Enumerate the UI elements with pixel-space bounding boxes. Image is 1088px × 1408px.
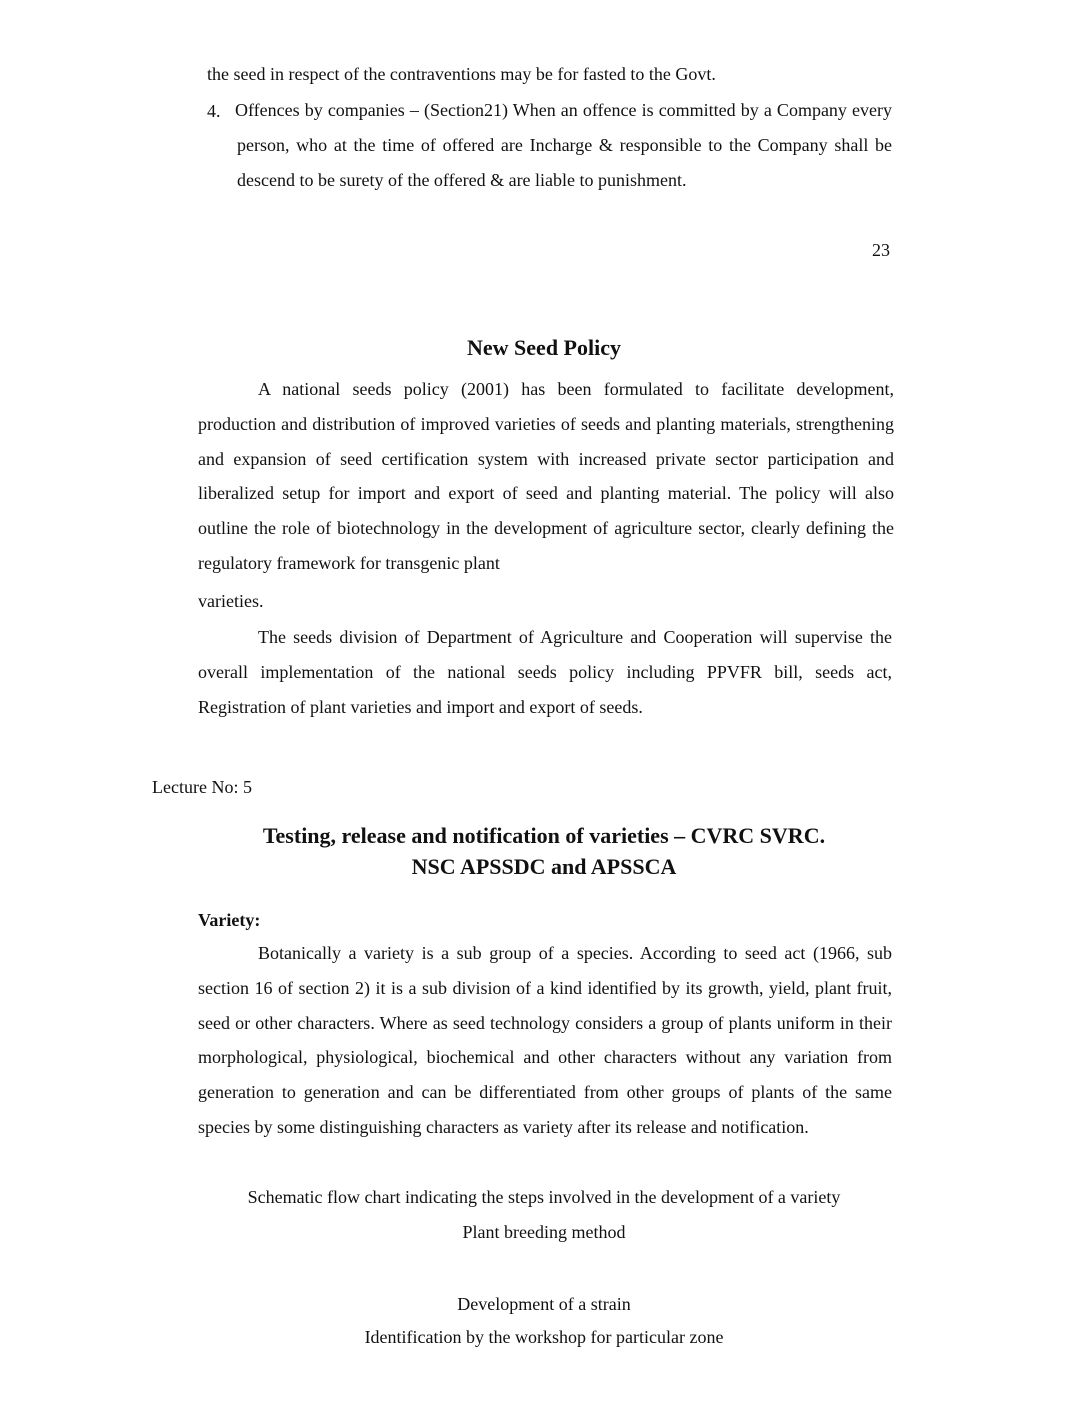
lecture-title-line-1: Testing, release and notification of varieties – CVRC SVRC. — [262, 823, 826, 848]
seed-policy-paragraph-2: The seeds division of Department of Agriculture and Cooperation will supervise the overall implementation of the national seeds policy including PPVFR bill, seeds act, Registration of plant varieties and import and export of seeds. — [198, 627, 892, 717]
offences-text — [237, 93, 892, 197]
lecture-label: Lecture No: 5 — [152, 777, 252, 797]
page-number: 23 — [872, 240, 890, 260]
seed-policy-heading: New Seed Policy — [467, 335, 621, 360]
variety-paragraph: Botanically a variety is a sub group of a species. According to seed act (1966, sub section 16 of section 2) it is a sub division of a kind identified by its growth, yield, plant fruit, seed or other characters. Where as seed technology considers a group of plants uniform in their morphological, physiological, biochemical and other characters without any variation from generation to generation and can be differentiated from other groups of plants of the same species by some distinguishing characters as variety after its release and notification. — [198, 943, 892, 1137]
flowchart-step: Development of a strain — [457, 1294, 631, 1314]
seed-policy-paragraph-1: A national seeds policy (2001) has been formulated to facilitate development, production and distribution of improved varieties of seeds and planting materials, strengthening and expansion of seed certification system with increased private sector participation and liberalized setup for import and export of seed and planting material. The policy will also outline the role of biotechnology in the development of agriculture sector, clearly defining the regulatory framework for transgenic plant — [198, 379, 894, 573]
seed-policy-paragraph-1-end: varieties. — [198, 591, 264, 611]
list-number: 4. — [207, 101, 221, 121]
lecture-title-line-2: NSC APSSDC and APSSCA — [411, 854, 677, 879]
flowchart-step: Identification by the workshop for particular zone — [364, 1327, 724, 1347]
flowchart-caption: Schematic flow chart indicating the steps involved in the development of a variety — [247, 1187, 841, 1207]
variety-heading: Variety: — [198, 910, 261, 930]
offences-text-content: Offences by companies – (Section21) When an offence is committed by a Company every person, who at the time of offered are Incharge & responsible to the Company shall be descend to be surety of the offered & are liable to punishment. — [235, 100, 892, 190]
flowchart-step: Plant breeding method — [462, 1222, 626, 1242]
continuation-text: the seed in respect of the contraventions may be for fasted to the Govt. — [207, 64, 716, 84]
